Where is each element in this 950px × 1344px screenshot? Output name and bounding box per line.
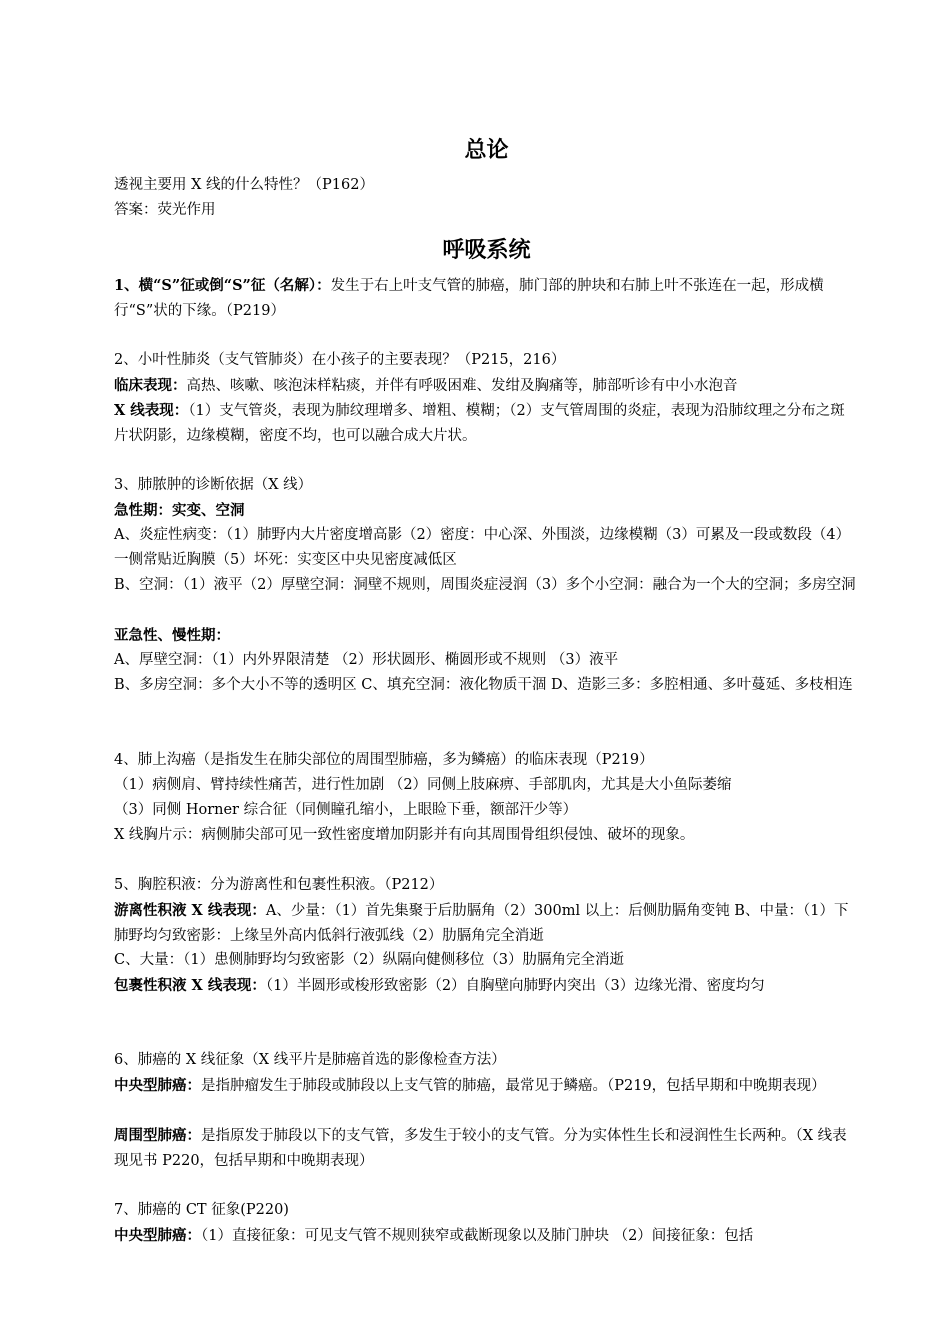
item-2-heading: 2、小叶性肺炎（支气管肺炎）在小孩子的主要表现？（P215，216） [114,352,566,368]
item-7-central [114,1223,859,1249]
item-5-large: C、大量：（1）患侧肺野均匀致密影（2）纵隔向健侧移位（3）肋膈角完全消逝 [114,952,625,968]
item-3-sb: B、多房空洞：多个大小不等的透明区 C、填充空洞：液化物质干涸 D、造影三多：多腔相通、多叶蔓延、多枝相连 [114,677,853,693]
item-2-xray [114,398,859,449]
item-6-central-label: 中央型肺癌： [114,1077,201,1094]
item-7-central-text: （1）直接征象：可见支气管不规则狭窄或截断现象以及肺门肿块 （2）间接征象：包括 [201,1228,754,1244]
item-2-xray-text: （1）支气管炎，表现为肺纹理增多、增粗、模糊；（2）支气管周围的炎症，表现为沿肺纹理之分布之斑片状阴影，边缘模糊，密度不均，也可以融合成大片状。 [114,403,845,444]
item-6-central-text: 是指肿瘤发生于肺段或肺段以上支气管的肺癌，最常见于鳞癌。（P219，包括早期和中晚期表现） [201,1078,826,1094]
section-title-general: 总论 [464,138,509,163]
item-3-acute [114,498,859,524]
item-5-encapsulated-label: 包裹性积液 X 线表现： [114,977,266,994]
item-4-heading: 4、肺上沟癌（是指发生在肺尖部位的周围型肺癌，多为鳞癌）的临床表现（P219） [114,752,654,768]
section-title-respiratory: 呼吸系统 [442,238,531,263]
item-6-central [114,1073,859,1099]
item-2-clinical-label: 临床表现： [114,377,187,394]
item-6-peripheral [114,1123,859,1174]
item-4-xray: X 线胸片示：病侧肺尖部可见一致性密度增加阴影并有向其周围骨组织侵蚀、破坏的现象。 [114,827,695,843]
item-5-encapsulated-text: （1）半圆形或梭形致密影（2）自胸壁向肺野内突出（3）边缘光滑、密度均匀 [265,978,765,994]
item-1-text: 发生于右上叶支气管的肺癌，肺门部的肿块和右肺上叶不张连在一起，形成横行“S”状的下缘。（P219） [114,278,824,319]
item-5-heading: 5、胸腔积液：分为游离性和包裹性积液。（P212） [114,877,444,893]
item-3-b: B、空洞：（1）液平（2）厚壁空洞：洞壁不规则，周围炎症浸润（3）多个小空洞：融合为一个大的空洞；多房空洞 [114,577,856,593]
item-1 [114,273,859,324]
item-4-line-1: （1）病侧肩、臂持续性痛苦，进行性加剧 （2）同侧上肢麻痹、手部肌肉，尤其是大小鱼际萎缩 [114,777,732,793]
item-5-free [114,898,859,949]
item-6-peripheral-label: 周围型肺癌： [114,1127,201,1144]
item-3-sa: A、厚壁空洞：（1）内外界限清楚 （2）形状圆形、椭圆形或不规则 （3）液平 [114,652,619,668]
item-2-clinical [114,373,859,399]
item-3-acute-label: 急性期：实变、空洞 [114,502,245,519]
item-3-subacute-label: 亚急性、慢性期： [114,627,230,644]
item-5-free-text: A、少量：（1）首先集聚于后肋膈角（2）300ml 以上：后侧肋膈角变钝 B、中量：（1）下肺野均匀致密影：上缘呈外高内低斜行液弧线（2）肋膈角完全消逝 [114,903,849,944]
item-7-central-label: 中央型肺癌： [114,1227,201,1244]
item-5-encapsulated [114,973,859,999]
answer-text: 答案：荧光作用 [114,202,216,218]
item-4-line-2: （3）同侧 Horner 综合征（同侧瞳孔缩小，上眼睑下垂，额部汗少等） [114,802,578,818]
item-5-free-label: 游离性积液 X 线表现： [114,902,266,919]
item-3-a: A、炎症性病变：（1）肺野内大片密度增高影（2）密度：中心深、外围淡，边缘模糊（3）可累及一段或数段（4）一侧常贴近胸膜（5）坏死：实变区中央见密度减低区 [114,527,851,568]
item-3-subacute [114,623,859,649]
question-text: 透视主要用 X 线的什么特性？（P162） [114,177,374,193]
item-2-clinical-text: 高热、咳嗽、咳泡沫样粘痰，并伴有呼吸困难、发绀及胸痛等，肺部听诊有中小水泡音 [186,378,738,394]
item-6-peripheral-text: 是指原发于肺段以下的支气管，多发生于较小的支气管。分为实体性生长和浸润性生长两种。（X 线表现见书 P220，包括早期和中晚期表现） [114,1128,847,1169]
item-2-xray-label: X 线表现： [114,402,189,419]
item-6-heading: 6、肺癌的 X 线征象（X 线平片是肺癌首选的影像检查方法） [114,1052,506,1068]
item-3-heading: 3、肺脓肿的诊断依据（X 线） [114,477,313,493]
item-7-heading: 7、肺癌的 CT 征象(P220) [114,1202,289,1218]
item-1-term: 1、横“S”征或倒“S”征（名解）： [114,277,331,294]
